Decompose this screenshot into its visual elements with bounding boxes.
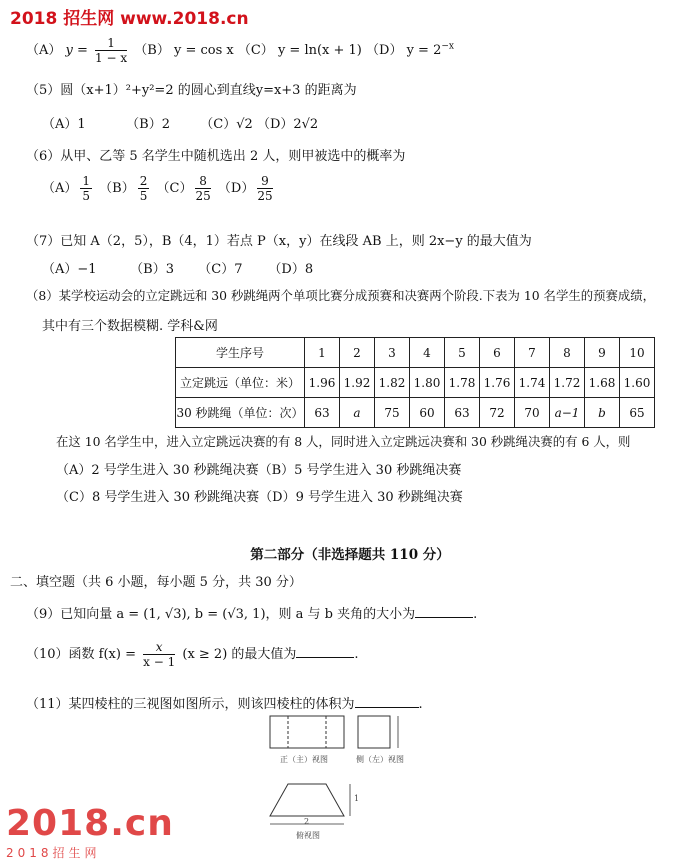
- q5-option-a: （A）1: [42, 117, 86, 132]
- q11-answer-blank: [355, 695, 419, 708]
- dim-label-1: 1: [354, 794, 360, 803]
- q4-option-d: （D） $y = 2^{-x}$: [366, 41, 454, 58]
- front-view-rect: [270, 716, 344, 748]
- q7-options: [42, 258, 313, 277]
- q6-option-a: （A） $\frac{1}{5}$: [42, 174, 91, 203]
- q4-option-a: （A） y = $\frac{1}{1 - x}$: [26, 36, 128, 65]
- q9-answer-blank: [415, 605, 473, 618]
- q8-stem-line1: （8）某学校运动会的立定跳远和 30 秒跳绳两个单项比赛分成预赛和决赛两个阶段.下表为 10 名学生的预赛成绩，: [26, 288, 656, 303]
- table-row: 学生序号 1 2 3 4 5 6 7 8 9 10: [176, 338, 655, 368]
- q11-stem: （11）某四棱柱的三视图如图所示，则该四棱柱的体积为 .: [26, 697, 423, 712]
- q5-option-b: （B）2: [126, 117, 170, 132]
- section2-heading: 二、填空题（共 6 小题，每小题 5 分，共 30 分）: [10, 575, 302, 590]
- q5-option-d: （D）2√2: [256, 117, 319, 132]
- q7-option-d: （D）8: [268, 262, 314, 277]
- q10-stem: （10）函数 f(x) = $\frac{x}{x - 1}$ (x ≥ 2) 的最大值为 .: [26, 640, 359, 669]
- three-view-drawing: [260, 712, 420, 852]
- q6-option-b: （B） $\frac{2}{5}$: [99, 174, 148, 203]
- q5-options: [42, 113, 318, 132]
- q7-option-c: （C）7: [198, 262, 243, 277]
- dim-label-2: 2: [304, 817, 310, 826]
- q8-options-ab: （A）2 号学生进入 30 秒跳绳决赛（B）5 号学生进入 30 秒跳绳决赛: [56, 463, 462, 478]
- q7-option-b: （B）3: [130, 262, 174, 277]
- site-header: 2018 招生网 www.2018.cn: [10, 9, 249, 29]
- side-view-rect: [358, 716, 390, 748]
- q5-option-c: （C）√2: [200, 117, 253, 132]
- q4-option-c: （C） y = ln(x + 1): [237, 43, 362, 58]
- table-row: 30 秒跳绳（单位：次） 63 a 75 60 63 72 70 a−1 b 65: [176, 398, 655, 428]
- front-view-caption: 正（主）视图: [280, 755, 328, 764]
- site-logo: 2018.cn 2018招生网: [6, 803, 174, 860]
- table-row: 立定跳远（单位：米） 1.96 1.92 1.82 1.80 1.78 1.76 1.74 1.72 1.68 1.60: [176, 368, 655, 398]
- q8-condition: 在这 10 名学生中，进入立定跳远决赛的有 8 人，同时进入立定跳远决赛和 30 秒跳绳决赛的有 6 人，则: [56, 434, 631, 449]
- q7-option-a: （A）−1: [42, 262, 97, 277]
- q5-stem: （5）圆（x+1）²+y²=2 的圆心到直线y=x+3 的距离为: [26, 83, 357, 98]
- q7-stem: （7）已知 A（2，5），B（4，1）若点 P（x，y）在线段 AB 上，则 2x−y 的最大值为: [26, 234, 532, 249]
- q8-stem-line2: 其中有三个数据模糊. 学科&网: [42, 319, 218, 334]
- q6-option-d: （D） $\frac{9}{25}$: [217, 174, 273, 203]
- q8-score-table: [175, 337, 655, 428]
- q10-fraction: $\frac{x}{x - 1}$: [143, 640, 176, 669]
- q6-option-c: （C） $\frac{8}{25}$: [156, 174, 211, 203]
- q4-option-b: （B） y = cos x: [134, 43, 234, 58]
- q4-a-fraction: $\frac{1}{1 - x}$: [95, 36, 128, 65]
- q4-options: [26, 36, 454, 65]
- side-view-caption: 侧（左）视图: [356, 755, 404, 764]
- q8-options-cd: （C）8 号学生进入 30 秒跳绳决赛（D）9 号学生进入 30 秒跳绳决赛: [56, 490, 463, 505]
- q9-stem: （9）已知向量 a = (1, √3), b = (√3, 1)，则 a 与 b 夹角的大小为 .: [26, 607, 478, 622]
- three-view-figure: [260, 712, 420, 856]
- top-view-trapezoid: [270, 784, 344, 816]
- top-view-caption: 俯视图: [296, 831, 320, 840]
- q10-answer-blank: [296, 645, 354, 658]
- part2-title: 第二部分（非选择题共 110 分）: [250, 547, 450, 563]
- q6-stem: （6）从甲、乙等 5 名学生中随机选出 2 人，则甲被选中的概率为: [26, 149, 406, 164]
- q6-options: [42, 174, 276, 203]
